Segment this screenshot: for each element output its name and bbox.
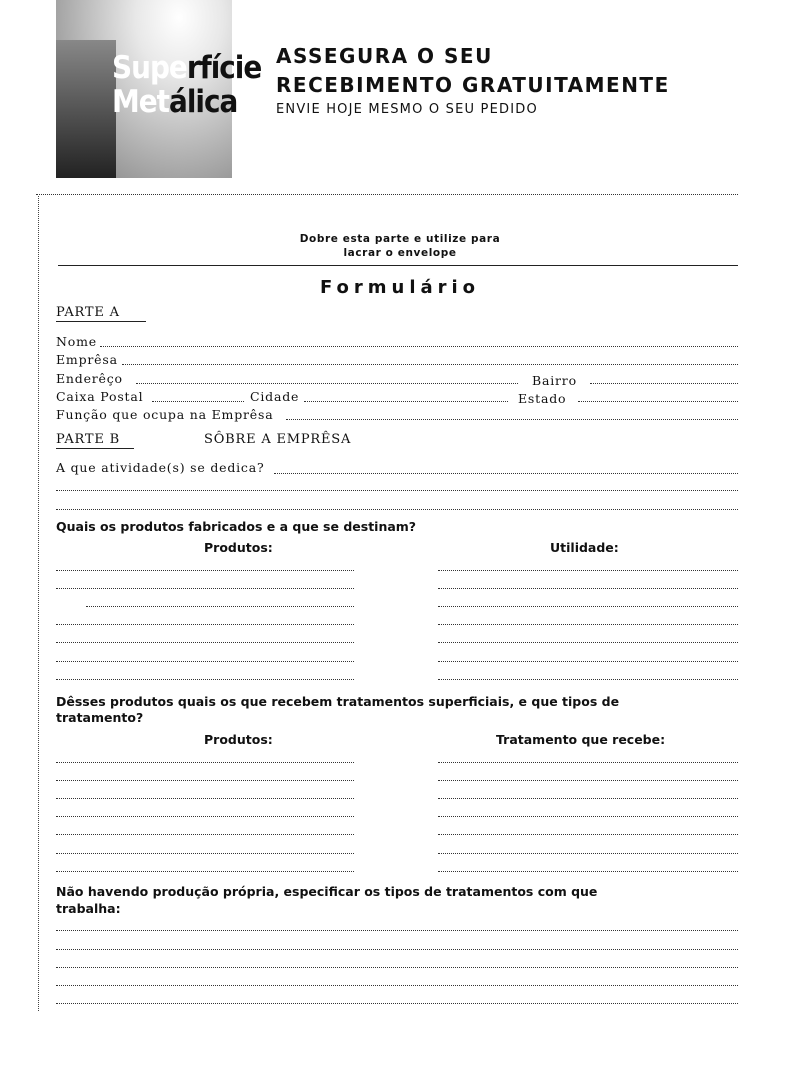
empresa-field-line[interactable] <box>122 364 738 365</box>
label-endereco: Enderêço <box>56 371 123 386</box>
q3-produtos-line-5[interactable] <box>56 834 354 835</box>
q2-produtos-line-6[interactable] <box>56 661 354 662</box>
left-margin-line <box>38 196 39 1011</box>
atividades-line-3[interactable] <box>56 509 738 510</box>
q2-utilidade-line-1[interactable] <box>438 570 738 571</box>
logo-line-2: Metálica <box>112 84 238 120</box>
q4-line-3[interactable] <box>56 967 738 968</box>
estado-field-line[interactable] <box>578 401 738 402</box>
q3-produtos-line-4[interactable] <box>56 816 354 817</box>
q3-col-produtos: Produtos: <box>204 732 273 747</box>
q3-produtos-line-2[interactable] <box>56 780 354 781</box>
logo-shadow-shape <box>56 40 116 178</box>
q2-utilidade-line-2[interactable] <box>438 588 738 589</box>
question-tratamentos-line-2: tratamento? <box>56 710 144 725</box>
parte-a-heading: PARTE A <box>56 305 146 322</box>
q4-line-2[interactable] <box>56 949 738 950</box>
fold-line <box>36 194 738 195</box>
question-tratamentos-line-1: Dêsses produtos quais os que recebem tratamentos superficiais, e que tipos de <box>56 694 620 709</box>
question-sem-producao-line-2: trabalha: <box>56 901 121 916</box>
q3-produtos-line-1[interactable] <box>56 762 354 763</box>
separator-line <box>58 265 738 266</box>
q2-produtos-line-1[interactable] <box>56 570 354 571</box>
label-nome: Nome <box>56 334 97 349</box>
q3-produtos-line-6[interactable] <box>56 853 354 854</box>
q3-tratamento-line-4[interactable] <box>438 816 738 817</box>
label-caixa-postal: Caixa Postal <box>56 389 144 404</box>
q3-tratamento-line-1[interactable] <box>438 762 738 763</box>
q2-col-produtos: Produtos: <box>204 540 273 555</box>
header-title-line-2: RECEBIMENTO GRATUITAMENTE <box>276 73 670 97</box>
q2-utilidade-line-5[interactable] <box>438 642 738 643</box>
q2-produtos-line-7[interactable] <box>56 679 354 680</box>
fold-note-line-2: lacrar o envelope <box>343 247 457 259</box>
q3-tratamento-line-7[interactable] <box>438 871 738 872</box>
q3-col-tratamento: Tratamento que recebe: <box>496 732 666 747</box>
bairro-field-line[interactable] <box>590 383 738 384</box>
label-bairro: Bairro <box>532 373 577 388</box>
q4-line-4[interactable] <box>56 985 738 986</box>
q2-produtos-line-5[interactable] <box>56 642 354 643</box>
q3-tratamento-line-2[interactable] <box>438 780 738 781</box>
q2-utilidade-line-3[interactable] <box>438 606 738 607</box>
cidade-field-line[interactable] <box>304 401 508 402</box>
fold-note <box>250 232 550 260</box>
magazine-logo <box>56 0 262 178</box>
label-empresa: Emprêsa <box>56 352 118 367</box>
q4-line-5[interactable] <box>56 1003 738 1004</box>
atividades-line-2[interactable] <box>56 490 738 491</box>
question-atividades: A que atividade(s) se dedica? <box>56 460 265 475</box>
q2-col-utilidade: Utilidade: <box>550 540 619 555</box>
q4-line-1[interactable] <box>56 930 738 931</box>
fold-note-line-1: Dobre esta parte e utilize para <box>299 233 501 245</box>
q3-produtos-line-3[interactable] <box>56 798 354 799</box>
q2-utilidade-line-4[interactable] <box>438 624 738 625</box>
nome-field-line[interactable] <box>100 346 738 347</box>
parte-b-subheading: SÔBRE A EMPRÊSA <box>204 432 352 447</box>
atividades-line-1[interactable] <box>274 473 738 474</box>
parte-b-heading: PARTE B <box>56 432 134 449</box>
endereco-field-line[interactable] <box>136 383 518 384</box>
logo-line-1: Superfície <box>112 50 262 86</box>
form-title: Formulário <box>319 277 481 298</box>
label-estado: Estado <box>518 391 567 406</box>
q2-produtos-line-3[interactable] <box>86 606 354 607</box>
q2-produtos-line-4[interactable] <box>56 624 354 625</box>
header-subtitle: ENVIE HOJE MESMO O SEU PEDIDO <box>276 102 538 117</box>
q2-produtos-line-2[interactable] <box>56 588 354 589</box>
caixa-postal-field-line[interactable] <box>152 401 244 402</box>
q3-produtos-line-7[interactable] <box>56 871 354 872</box>
question-sem-producao-line-1: Não havendo produção própria, especificar os tipos de tratamentos com que <box>56 884 598 899</box>
q2-utilidade-line-7[interactable] <box>438 679 738 680</box>
label-cidade: Cidade <box>250 389 300 404</box>
question-produtos-fabricados: Quais os produtos fabricados e a que se destinam? <box>56 519 417 534</box>
q3-tratamento-line-5[interactable] <box>438 834 738 835</box>
label-funcao: Função que ocupa na Emprêsa <box>56 407 274 422</box>
q3-tratamento-line-3[interactable] <box>438 798 738 799</box>
funcao-field-line[interactable] <box>286 419 738 420</box>
q2-utilidade-line-6[interactable] <box>438 661 738 662</box>
header-title-line-1: ASSEGURA O SEU <box>276 44 493 68</box>
q3-tratamento-line-6[interactable] <box>438 853 738 854</box>
